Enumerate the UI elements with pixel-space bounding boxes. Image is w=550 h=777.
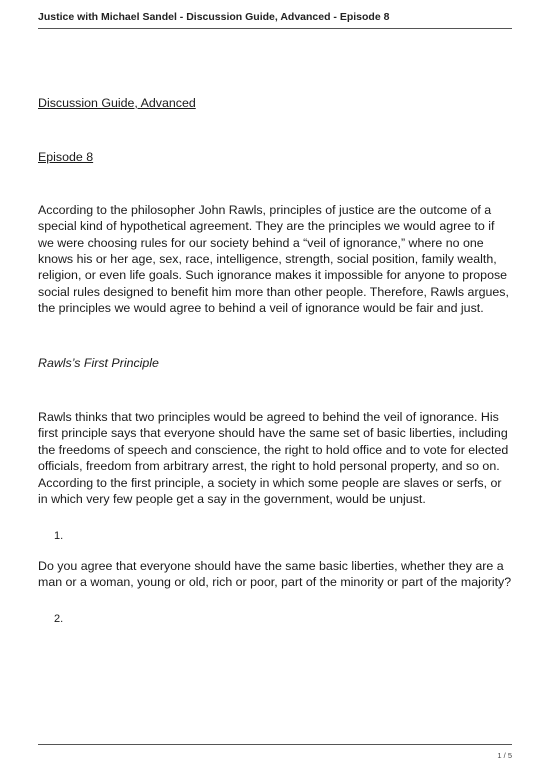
- episode-heading: Episode 8: [38, 150, 94, 165]
- footer-divider: [38, 744, 512, 745]
- document-body: [38, 95, 512, 641]
- page-number: 1 / 5: [497, 751, 512, 760]
- question-1: Do you agree that everyone should have the same basic liberties, whether they are a man or a woman, young or old, rich or poor, part of the minority or part of the majority?: [38, 558, 512, 590]
- guide-title: Discussion Guide, Advanced: [38, 96, 196, 110]
- header-divider: [38, 28, 512, 29]
- list-number-2: 2.: [54, 612, 64, 625]
- section-heading: Rawls’s First Principle: [38, 355, 159, 370]
- page-header: Justice with Michael Sandel - Discussion Guide, Advanced - Episode 8: [38, 11, 390, 23]
- list-number-1: 1.: [54, 529, 64, 542]
- intro-paragraph: According to the philosopher John Rawls, principles of justice are the outcome of a special kind of hypothetical agreement. They are the principles we would agree to if we were choosing rules for our society behind a “veil of ignorance,” where no one knows his or her age, sex, race, intelligence, strength, social position, family wealth, religion, or even life goals. Such ignorance makes it impossible for anyone to propose social rules designed to benefit him more than other people. Therefore, Rawls argues, the principles we would agree to behind a veil of ignorance would be fair and just.: [38, 202, 509, 316]
- first-principle-paragraph: Rawls thinks that two principles would be agreed to behind the veil of ignorance. His first principle says that everyone should have the same set of basic liberties, including the freedoms of speech and conscience, the right to hold office and to vote for elected officials, freedom from arbitrary arrest, the right to hold personal property, and so on. According to the first principle, a society in which some people are slaves or serfs, or in which very few people get a say in the government, would be unjust.: [38, 410, 509, 507]
